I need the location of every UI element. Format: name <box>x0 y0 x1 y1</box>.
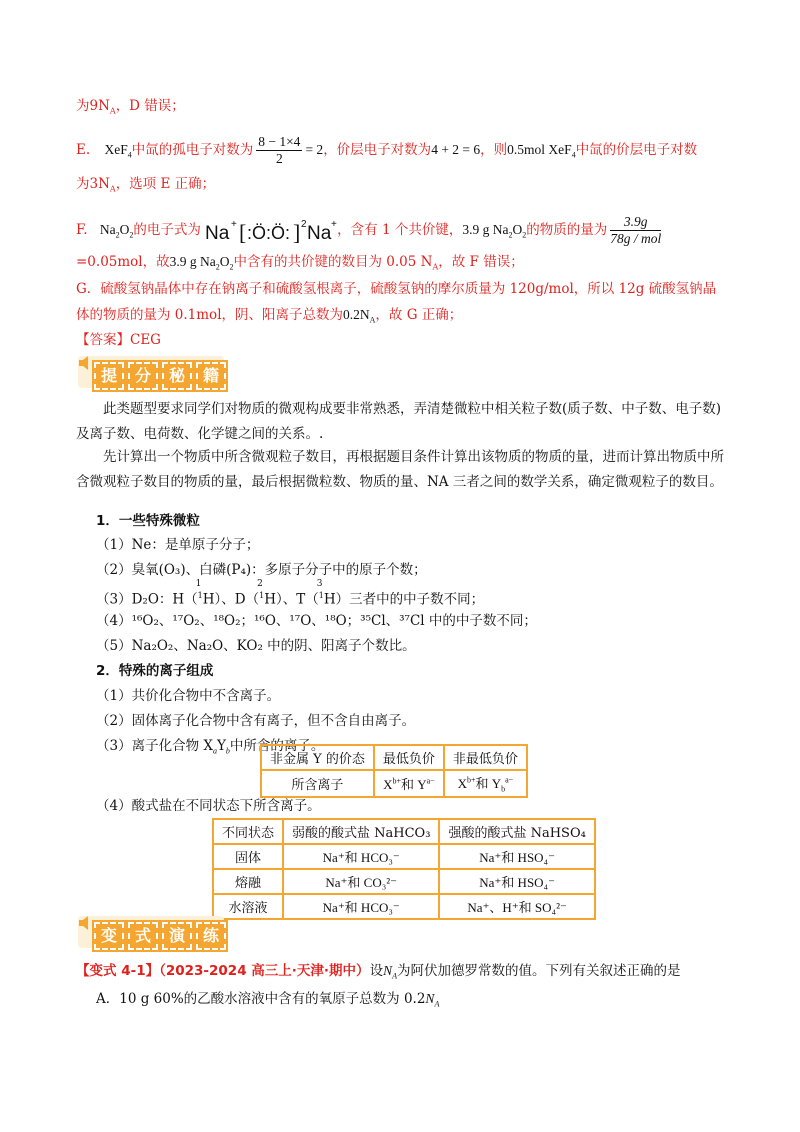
table-cell: Na⁺和 HCO₃⁻ <box>283 894 439 919</box>
svg-text:]: ] <box>293 219 301 245</box>
badge-char: 演 <box>162 922 192 950</box>
table-row <box>213 869 595 894</box>
table-header: 非最低负价 <box>444 745 527 770</box>
question-option-a: A．10 g 60%的乙酸水溶液中含有的氧原子总数为 $0.2N_A$ <box>96 991 440 1009</box>
tips-paragraph-1: 此类题型要求同学们对物质的微观构成要非常熟悉，弄清楚微粒中相关粒子数(质子数、中子数、电子数)及离子数、电荷数、化学键之间的关系。. <box>76 401 722 442</box>
table-header: 不同状态 <box>213 819 283 844</box>
solution-option-g: G．硫酸氢钠晶体中存在钠离子和硫酸氢根离子，硫酸氢钠的摩尔质量为 120g/mol，所以 12g 硫酸氢钠晶 <box>76 281 717 297</box>
table-cell: 熔融 <box>213 869 283 894</box>
list-item: （1）共价化合物中不含离子。 <box>96 688 281 704</box>
tips-badge <box>74 356 224 388</box>
list-item: （4）酸式盐在不同状态下所含离子。 <box>96 798 321 814</box>
table-header: 最低负价 <box>374 745 444 770</box>
table-row <box>213 844 595 869</box>
solution-option-f: F. $Na_2O_2$的电子式为 Na + [ :Ö:Ö: ] 2 Na + ，含有 1 个共价键，3.9 g $Na_2O_2$的物质的量为 $\frac{3.9g}{\text{78g / mol}}$ <box>76 214 662 246</box>
svg-text:+: + <box>331 218 337 230</box>
list-item-isotopes: （3）D₂O：H（ 1 $^1$H）、D（ 2 $^1$H）、T（ 3 $^1$H）三者中的中子数不同； <box>96 579 485 608</box>
table-cell: Na⁺和 HSO₄⁻ <box>439 844 594 869</box>
table-cell: $X^{b+}$和 $Y_b^{a-}$ <box>444 770 527 797</box>
solution-option-e-line2: 为$3N_A$，选项 E 正确； <box>76 176 216 194</box>
tips-paragraph-2: 先计算出一个物质中所含微观粒子数目，再根据题目条件计算出该物质的物质的量，进而计算出物质中所含微观粒子数目的物质的量，最后根据微粒数、物质的量、NA 三者之间的数学关系，确定微观粒子的数目。 <box>76 449 724 490</box>
table-header: 强酸的酸式盐 NaHSO₄ <box>439 819 594 844</box>
answer-line: 【答案】CEG <box>76 332 161 348</box>
table-cell: 所含离子 <box>261 770 374 797</box>
svg-text:+: + <box>231 218 237 230</box>
table-header: 非金属 Y 的价态 <box>261 745 374 770</box>
section-heading-1: 1．一些特殊微粒 <box>96 513 200 529</box>
solution-line-1: 为$9N_A$，D 错误； <box>76 98 185 116</box>
badge-char: 籍 <box>196 362 226 390</box>
list-item: （5）Na₂O₂、Na₂O、KO₂ 中的阴、阳离子个数比。 <box>96 638 416 654</box>
section-heading-2: 2．特殊的离子组成 <box>96 663 214 679</box>
table-cell: 固体 <box>213 844 283 869</box>
svg-text:Na: Na <box>307 222 332 244</box>
list-item: （3）离子化合物 $X_aY_b$中所含的离子。 <box>96 738 325 756</box>
solution-option-e: E. XeF$_4$中氙的孤电子对数为 $\frac{8 - 1\times 4}{2}$ = 2，价层电子对数为4 + 2 = 6，则0.5mol XeF$_4$中氙的价层电子对数 <box>76 134 698 166</box>
badge-char: 练 <box>196 922 226 950</box>
practice-badge <box>74 916 224 948</box>
acid-salt-table <box>212 818 596 920</box>
svg-text:Na: Na <box>205 222 230 244</box>
table-cell: $X^{b+}$和 $Y^{a-}$ <box>374 770 444 797</box>
badge-char: 式 <box>128 922 158 950</box>
list-item: （1）Ne：是单原子分子； <box>96 537 260 553</box>
solution-option-g-line2: 体的物质的量为 0.1mol，阴、阳离子总数为$0.2N_A$，故 G 正确； <box>76 307 463 325</box>
table-cell: Na⁺、H⁺和 SO₄²⁻ <box>439 894 594 919</box>
badge-char: 变 <box>94 922 124 950</box>
list-item: （2）臭氧(O₃)、白磷(P₄)：多原子分子中的原子个数； <box>96 562 427 578</box>
question-stem: 【变式 4-1】（2023-2024 高三上·天津·期中）设$N_A$为阿伏加德罗常数的值。下列有关叙述正确的是 <box>76 963 681 981</box>
fraction-lone-pairs: $\frac{8 - 1\times 4}{2}$ <box>258 134 301 166</box>
svg-text:2: 2 <box>301 218 307 230</box>
badge-char: 分 <box>128 362 158 390</box>
ion-valence-table <box>260 744 528 798</box>
table-cell: Na⁺和 CO₃²⁻ <box>283 869 439 894</box>
fraction-moles: $\frac{3.9g}{\text{78g / mol}}$ <box>610 214 662 246</box>
badge-char: 秘 <box>162 362 192 390</box>
list-item: （2）固体离子化合物中含有离子，但不含自由离子。 <box>96 713 416 729</box>
table-cell: Na⁺和 HCO₃⁻ <box>283 844 439 869</box>
table-row <box>213 894 595 919</box>
list-item: （4）¹⁶O₂、¹⁷O₂、¹⁸O₂；¹⁶O、¹⁷O、¹⁸O；³⁵Cl、³⁷Cl 中的中子数不同； <box>96 613 537 629</box>
table-cell: Na⁺和 HSO₄⁻ <box>439 869 594 894</box>
svg-text::Ö:Ö:: :Ö:Ö: <box>247 222 291 243</box>
table-header: 弱酸的酸式盐 NaHCO₃ <box>283 819 439 844</box>
svg-text:[: [ <box>239 219 247 245</box>
badge-char: 提 <box>94 362 124 390</box>
table-cell: 水溶液 <box>213 894 283 919</box>
solution-option-f-line2: =0.05mol，故3.9 g $Na_2O_2$中含有的共价键的数目为 0.05 $N_A$，故 F 错误； <box>76 254 524 272</box>
electron-formula-na2o2 <box>205 215 337 247</box>
